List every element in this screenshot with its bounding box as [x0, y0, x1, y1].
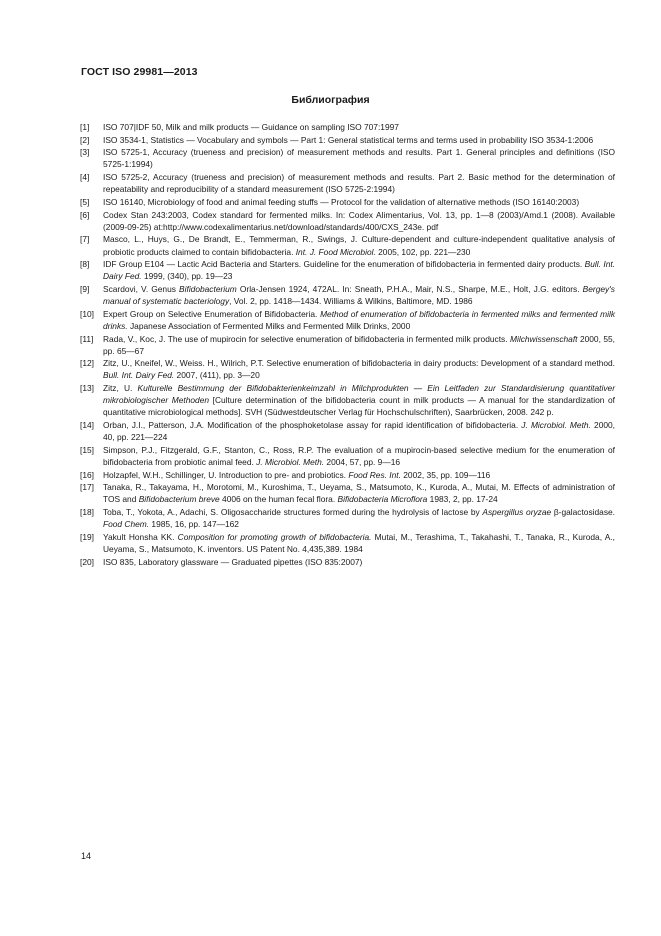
page-number: 14 [81, 851, 92, 861]
reference-item [80, 419, 615, 443]
reference-text-italic: Milchwissenschaft [510, 333, 578, 344]
reference-item [80, 209, 615, 233]
reference-number: [6] [80, 209, 90, 220]
reference-text-segment: 4006 on the human fecal flora. [219, 494, 338, 505]
reference-text-segment: Orban, J.I., Patterson, J.A. Modification of the phosphoketolase assay for rapid identification of bifidobacteria. [103, 419, 522, 430]
reference-text [103, 233, 615, 257]
reference-item [80, 444, 615, 468]
reference-text [103, 506, 615, 530]
reference-number: [8] [80, 259, 90, 270]
reference-text [103, 556, 615, 568]
reference-text-italic: Bull. Int. Dairy Fed. [103, 259, 616, 282]
reference-item [80, 469, 615, 481]
reference-text [103, 357, 615, 381]
reference-number: [19] [80, 531, 94, 542]
reference-text [103, 469, 615, 481]
reference-text-italic: J. Microbiol. Meth. [521, 419, 591, 430]
reference-number: [9] [80, 283, 90, 294]
reference-text-segment: Orla-Jensen 1924, 472AL. In: Sneath, P.H.A., Mair, N.S., Sharpe, M.E., Holt, J.G. editors. [236, 283, 583, 294]
reference-text-segment: 1983, 2, pp. 17-24 [427, 494, 498, 505]
reference-text [103, 444, 615, 468]
reference-text-italic: Bifidobacterium breve [138, 494, 220, 505]
reference-text-italic: Bull. Int. Dairy Fed. [103, 370, 175, 381]
reference-item [80, 134, 615, 146]
reference-item [80, 382, 615, 418]
reference-text [103, 134, 615, 146]
reference-text-segment: ISO 16140, Microbiology of food and animal feeding stuffs — Protocol for the validation of alternative methods (ISO 16140:2003) [103, 196, 580, 207]
reference-item [80, 233, 615, 257]
reference-text-italic: J. Microbiol. Meth. [256, 456, 325, 467]
reference-text-segment: ISO 3534-1, Statistics — Vocabulary and symbols — Part 1: General statistical terms and terms used in probability ISO 3534-1:2006 [103, 134, 594, 145]
reference-text-segment: 2007, (411), pp. 3—20 [174, 370, 260, 381]
reference-number: [13] [80, 383, 94, 394]
reference-text-segment: Zitz, U. [103, 383, 138, 394]
reference-number: [7] [80, 234, 90, 245]
reference-item [80, 481, 615, 505]
reference-text-segment: β-galactosidase. [551, 507, 615, 517]
reference-item [80, 258, 615, 282]
reference-text-segment: 2005, 102, pp. 221—230 [375, 246, 471, 257]
reference-text-segment: ISO 707|IDF 50, Milk and milk products — Guidance on sampling ISO 707:1997 [103, 122, 399, 132]
reference-number: [16] [80, 469, 94, 480]
reference-text-italic: Bergey's manual of systematic bacteriology [103, 283, 615, 307]
reference-text-italic: Kulturelle Bestimmung der Bifidobakterienkeimzahl in Milchprodukten — Ein Leitfaden zur Standardisierung quantitativer mikrobiologischer Methoden [103, 383, 615, 406]
reference-text [103, 209, 615, 233]
reference-text-italic: Food Chem. [103, 519, 150, 530]
reference-text-italic: Method of enumeration of bifidobacteria in fermented milks and fermented milk drinks. [103, 308, 616, 331]
reference-text-segment: Yakult Honsha KK. [103, 531, 178, 542]
reference-text-segment: Codex Stan 243:2003, Codex standard for fermented milks. In: Codex Alimentarius, Vol. 13, pp. 1—8 (2003)/Amd.1 (2008). Available (2009-09-25) at:http://www.codexalimentarius.net/download/standards/400/CXS_243e. pdf [103, 209, 615, 232]
reference-text-segment: [Culture determination of the bifidobacteria count in milk products — A manual for the standardization of quantitative microbiological methods]. SVH (Südwestdeutscher Verlag für Hochschulschriften), Saarbrücken, 2008. 242 p. [103, 395, 615, 418]
reference-text-segment: Expert Group on Selective Enumeration of Bifidobacteria. [103, 308, 321, 319]
reference-text [103, 196, 615, 208]
reference-text [103, 382, 615, 418]
reference-text-italic: Int. J. Food Microbiol. [295, 246, 376, 257]
reference-text-segment: ISO 835, Laboratory glassware — Graduated pipettes (ISO 835:2007) [103, 556, 363, 567]
reference-text-segment: Tanaka, R., Takayama, H., Morotomi, M., Kuroshima, T., Ueyama, S., Matsumoto, K., Kuroda, A., Mutai, M. Effects of administration of TOS and [103, 482, 615, 505]
reference-number: [2] [80, 134, 90, 145]
reference-text-segment: 2000, 55, pp. 65—67 [103, 333, 615, 356]
reference-number: [18] [80, 507, 94, 517]
reference-number: [15] [80, 444, 94, 455]
reference-text-segment: Zitz, U., Kneifel, W., Weiss. H., Wilrich, P.T. Selective enumeration of bifidobacteria in dairy products: Development of a standard method. [103, 358, 615, 369]
reference-text-segment: Holzapfel, W.H., Schillinger, U. Introduction to pre- and probiotics. [103, 469, 349, 480]
reference-number: [3] [80, 147, 90, 158]
reference-text-segment: 2004, 57, pp. 9—16 [324, 456, 401, 467]
reference-text [103, 531, 615, 555]
reference-item [80, 531, 615, 555]
reference-text [103, 283, 615, 307]
reference-number: [1] [80, 122, 90, 132]
reference-text-segment: ISO 5725-1, Accuracy (trueness and precision) of measurement methods and results. Part 1. General principles and definitions (ISO 5725-1:1994) [103, 147, 615, 170]
reference-text-segment: Japanese Association of Fermented Milks and Fermented Milk Drinks, 2000 [127, 320, 411, 331]
reference-item [80, 283, 615, 307]
reference-text-segment: , Vol. 2, pp. 1418—1434. Williams & Wilkins, Baltimore, MD. 1986 [229, 296, 473, 307]
reference-text-segment: Toba, T., Yokota, A., Adachi, S. Oligosaccharide structures formed during the hydrolysis of lactose by [103, 507, 483, 517]
reference-item [80, 357, 615, 381]
reference-item [80, 196, 615, 208]
reference-text [103, 308, 615, 332]
reference-text-italic: Bifidobacteria Microflora [337, 494, 428, 505]
reference-text-italic: Food Res. Int. [348, 469, 401, 480]
reference-number: [14] [80, 419, 94, 430]
reference-text-segment: 1999, (340), pp. 19—23 [141, 271, 233, 282]
reference-item [80, 146, 615, 170]
reference-text-segment: IDF Group E104 — Lactic Acid Bacteria and Starters. Guideline for the enumeration of bifidobacteria in fermented dairy products. [103, 259, 585, 270]
reference-text-italic: Composition for promoting growth of bifidobacteria. [177, 531, 372, 542]
reference-text-segment: Mutai, M., Terashima, T., Takahashi, T., Tanaka, R., Kuroda, A., Ueyama, S., Matsumoto, K. inventors. US Patent No. 4,435,389. 1984 [103, 531, 615, 554]
reference-text-segment: Scardovi, V. Genus [103, 283, 180, 294]
reference-number: [10] [80, 308, 94, 319]
reference-item [80, 556, 615, 568]
reference-number: [12] [80, 358, 94, 369]
reference-item [80, 333, 615, 357]
document-code: ГОСТ ISO 29981—2013 [81, 66, 198, 78]
reference-text [103, 121, 615, 133]
reference-text [103, 419, 615, 443]
reference-text-segment: 2000, 40, pp. 221—224 [103, 419, 615, 443]
reference-item [80, 506, 615, 530]
reference-item [80, 121, 615, 133]
reference-number: [5] [80, 196, 90, 207]
reference-text [103, 146, 615, 170]
reference-number: [11] [80, 333, 94, 344]
reference-text-segment: ISO 5725-2, Accuracy (trueness and precision) of measurement methods and results. Part 2. Basic method for the determination of repeatability and reproducibility of a standard measurement (ISO 5725-2:1994) [103, 172, 615, 195]
reference-text-segment: Masco, L., Huys, G., De Brandt, E., Temmerman, R., Swings, J. Culture-dependent and culture-independent qualitative analysis of probiotic products claimed to contain bifidobacteria. [103, 234, 615, 257]
reference-number: [20] [80, 556, 94, 567]
reference-number: [4] [80, 172, 90, 183]
bibliography-title: Библиография [291, 94, 370, 106]
reference-text-italic: Aspergillus oryzae [482, 507, 552, 517]
reference-text-segment: 2002, 35, pp. 109—116 [400, 469, 491, 480]
reference-text [103, 171, 615, 195]
reference-text-segment: Simpson, P.J., Fitzgerald, G.F., Stanton, C., Ross, R.P. The evaluation of a mupirocin-based selective medium for the enumeration of bifidobacteria from probiotic animal feed. [103, 444, 615, 467]
reference-text-segment: Rada, V., Koc, J. The use of mupirocin for selective enumeration of bifidobacteria in fermented milk products. [103, 333, 510, 344]
reference-item [80, 171, 615, 195]
reference-text [103, 481, 615, 505]
reference-text [103, 333, 615, 357]
reference-number: [17] [80, 482, 94, 493]
reference-list [80, 121, 615, 568]
reference-text [103, 258, 615, 282]
reference-text-segment: 1985, 16, pp. 147—162 [149, 519, 239, 530]
reference-text-italic: Bifidobacterium [179, 283, 237, 294]
reference-item [80, 308, 615, 332]
